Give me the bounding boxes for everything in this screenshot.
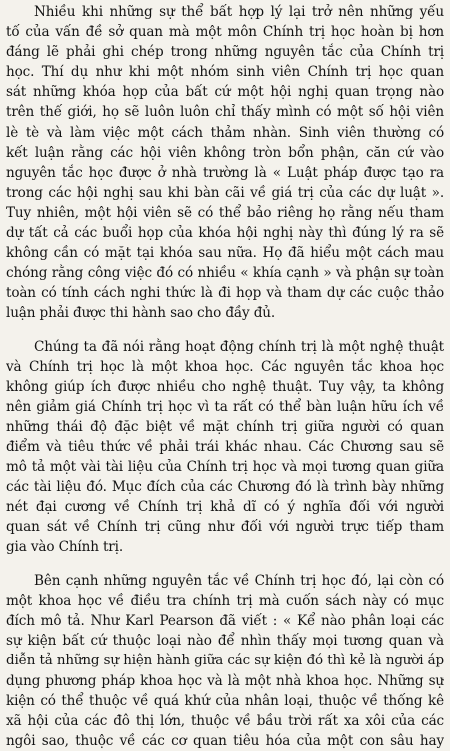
text-line: trong các hội nghị sau khi bàn cãi về giá trị của các dự luật ». <box>6 184 444 201</box>
text-line: diễn tả những sự hiện hành giữa các sự kiện đó thì kẻ là người áp <box>6 652 444 668</box>
text-line: các tài liệu đó. Mục đích của các Chương đó là trình bày những <box>6 479 444 496</box>
text-line: Nhiều khi những sự thể bất hợp lý lại trở nên những yếu <box>34 4 444 20</box>
paragraph-1 <box>6 2 444 324</box>
text-line: không cần có mặt tại khóa sau nữa. Họ đã hiểu một cách mau <box>6 245 444 262</box>
text-line: toàn có tính cách nghi thức là đi họp và tham dự các cuộc thảo <box>6 285 444 302</box>
text-line: mô tả một vài tài liệu của Chính trị học và mọi tương quan giữa <box>6 459 444 476</box>
text-line: học. Thí dụ như khi một nhóm sinh viên Chính trị học quan <box>6 64 444 81</box>
text-line: nên giảm giá Chính trị học vì ta rất có thể bàn luận hữu ích về <box>6 398 444 415</box>
text-line: nguyên tắc học được ở nhà trường là « Luật pháp được tạo ra <box>6 164 444 181</box>
text-line: nét đại cương về Chính trị khả dĩ có ý nghĩa đối với người <box>6 499 444 516</box>
text-line: sự kiện bất cứ thuộc loại nào để nhìn thấy mọi tương quan và <box>6 632 444 649</box>
text-line: sát những khóa họp của bất cứ một hội nghị quan trọng nào <box>6 84 444 101</box>
text-line: luận phải được thi hành sao cho đầy đủ. <box>6 305 276 322</box>
text-line: lè tè và làm việc một cách thảm nhàn. Sinh viên thường có <box>6 124 444 141</box>
text-line: không giúp ích được nhiều cho nghệ thuật. Tuy vậy, ta không <box>6 378 444 395</box>
text-line: kết luận rằng các hội viên không tròn bổn phận, căn cứ vào <box>6 144 444 161</box>
text-line: dự tất cả các buổi họp của khóa hội nghị này thì đúng lý ra sẽ <box>6 225 444 242</box>
text-line: chóng rằng công việc đó có nhiều « khía cạnh » và phận sự toàn <box>6 265 444 282</box>
paragraph-gap <box>6 558 444 571</box>
text-line: và Chính trị học là một khoa học. Các nguyên tắc khoa học <box>6 358 444 375</box>
text-line: dụng phương pháp khoa học và là một nhà khoa học. Những sự <box>6 673 444 689</box>
text-line: những thái độ đặc biệt về mặt chính trị giữa người có quan <box>6 418 444 435</box>
paragraph-gap <box>6 324 444 337</box>
text-line: Chúng ta đã nói rằng hoạt động chính trị là một nghệ thuật <box>34 338 444 355</box>
text-line: đáng lẽ phải ghi chép trong những nguyên tắc của Chính trị <box>6 44 444 61</box>
text-line: kiện có thể thuộc về quá khứ của nhân loại, thuộc về thống kê <box>6 693 444 710</box>
paragraph-2 <box>6 337 444 558</box>
text-line: quan sát về Chính trị cũng như đối với người trực tiếp tham <box>6 519 444 536</box>
paragraph-3 <box>6 571 444 751</box>
text-line: tố của vấn đề sở quan mà một môn Chính trị học hoàn bị hơn <box>6 24 444 41</box>
text-line: ngôi sao, thuộc về các cơ quan tiêu hóa của một con sâu hay <box>6 733 444 750</box>
text-line: Bên cạnh những nguyên tắc về Chính trị học đó, lại còn có <box>34 572 444 589</box>
text-line: Tuy nhiên, một hội viên sẽ có thể bảo riêng họ rằng nếu tham <box>6 204 444 221</box>
text-line: điểm và tiêu thức về phải trái khác nhau. Các Chương sau sẽ <box>6 438 444 455</box>
text-line: đích mô tả. Như Karl Pearson đã viết : « Kể nào phân loại các <box>6 612 444 629</box>
text-line: trên thế giới, họ sẽ luôn luôn chỉ thấy mình có một số hội viên <box>6 104 444 121</box>
text-line: gia vào Chính trị. <box>6 539 124 556</box>
text-line: một khoa học về điều tra chính trị mà cuốn sách này có mục <box>6 592 444 609</box>
text-line: xã hội của các đô thị lớn, thuộc về bầu trời rất xa xôi của các <box>6 713 444 730</box>
